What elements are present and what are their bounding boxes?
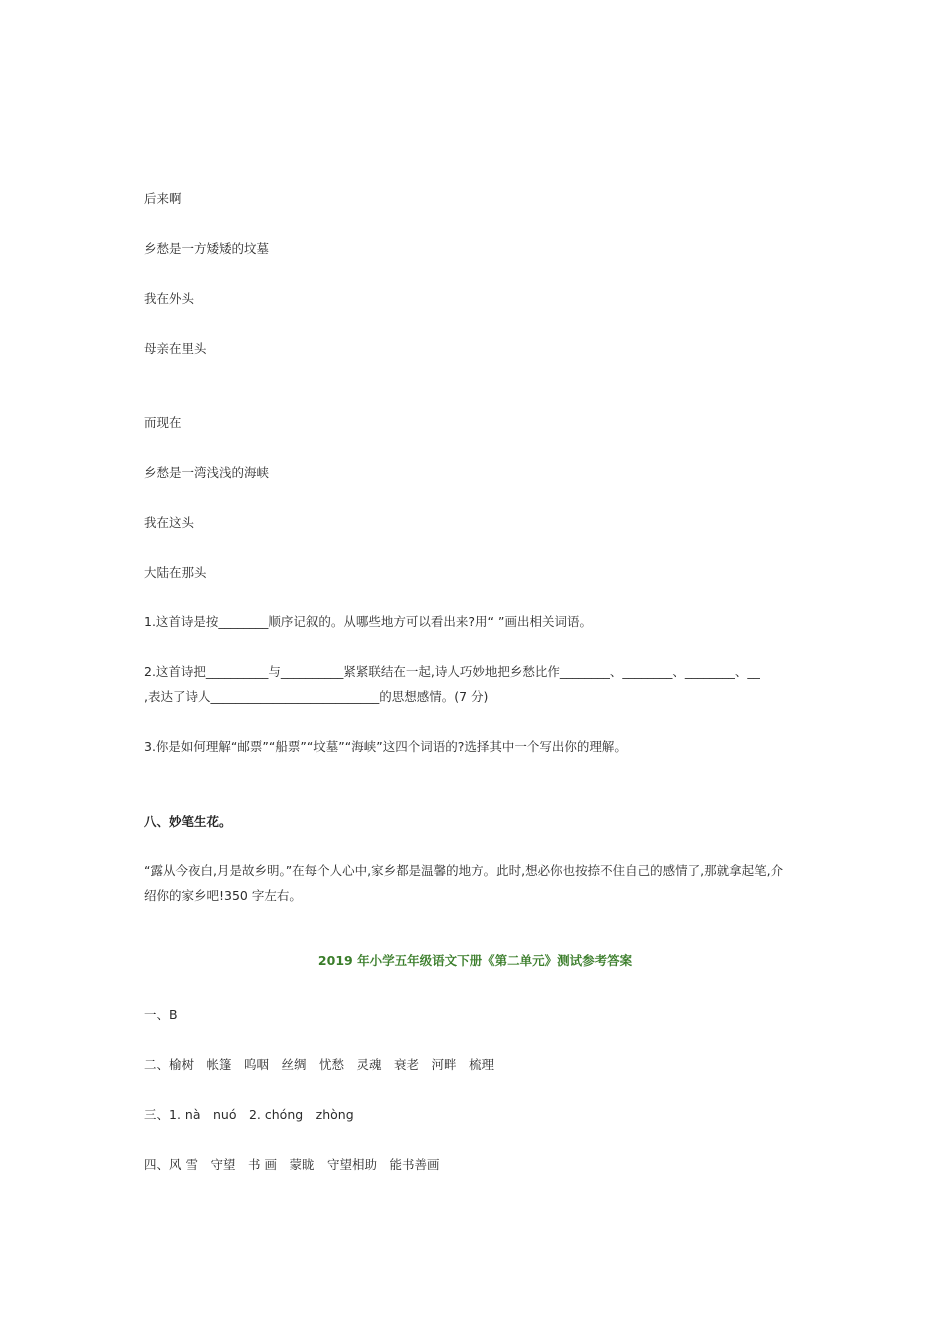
poem-line: 母亲在里头	[144, 341, 207, 356]
section-body-line1: “露从今夜白,月是故乡明。”在每个人心中,家乡都是温馨的地方。此时,想必你也按捺不住自己的感情了,那就拿起笔,介	[144, 863, 784, 878]
answer-2: 二、榆树 帐篷 呜咽 丝绸 忧愁 灵魂 衰老 河畔 梳理	[144, 1057, 495, 1072]
poem-line: 大陆在那头	[144, 565, 207, 580]
section-body-line2: 绍你的家乡吧!350 字左右。	[144, 888, 302, 903]
poem-line: 我在外头	[144, 291, 195, 306]
answer-3: 三、1. nà nuó 2. chóng zhòng	[144, 1107, 354, 1122]
answer-4: 四、风 雪 守望 书 画 蒙眬 守望相助 能书善画	[144, 1157, 440, 1172]
question-2-line1: 2.这首诗把__________与__________紧紧联结在一起,诗人巧妙地把乡愁比作________、________、________、__	[144, 664, 760, 679]
section-heading: 八、妙笔生花。	[144, 814, 232, 829]
question-2-line2: ,表达了诗人___________________________的思想感情。(7 分)	[144, 689, 489, 704]
answer-1: 一、B	[144, 1007, 178, 1022]
poem-line: 后来啊	[144, 191, 182, 206]
question-3: 3.你是如何理解“邮票”“船票”“坟墓”“海峡”这四个词语的?选择其中一个写出你的理解。	[144, 739, 627, 754]
poem-line: 乡愁是一湾浅浅的海峡	[144, 465, 270, 480]
poem-line: 我在这头	[144, 515, 195, 530]
answers-title: 2019 年小学五年级语文下册《第二单元》测试参考答案	[317, 953, 633, 968]
question-1: 1.这首诗是按________顺序记叙的。从哪些地方可以看出来?用“ ”画出相关词语。	[144, 614, 592, 629]
poem-line: 乡愁是一方矮矮的坟墓	[144, 241, 270, 256]
poem-line: 而现在	[144, 415, 182, 430]
